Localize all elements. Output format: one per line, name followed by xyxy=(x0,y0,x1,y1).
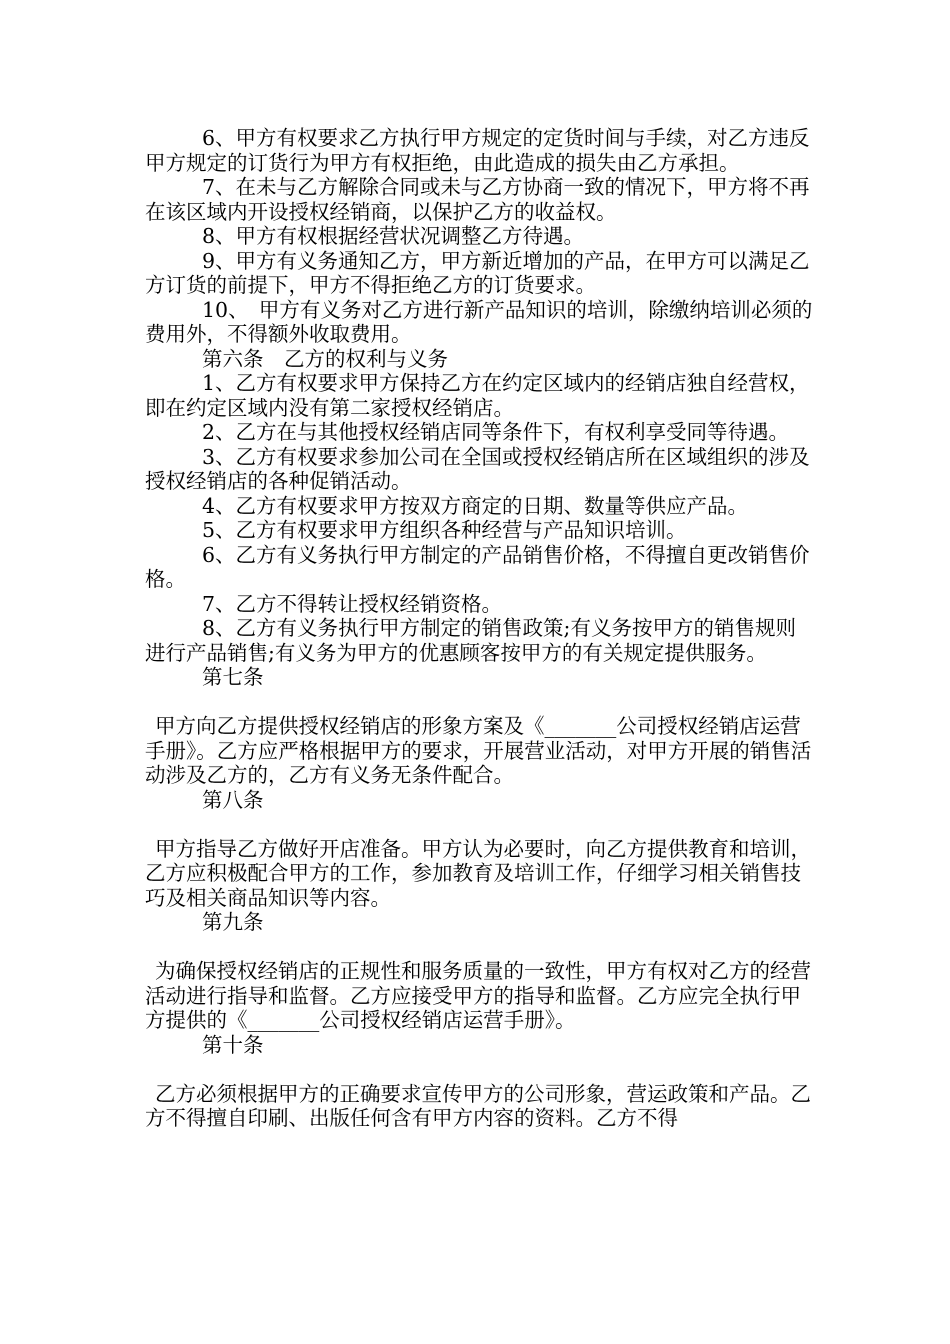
clause-paragraph: 5、乙方有权要求甲方组织各种经营与产品知识培训。 xyxy=(202,518,687,542)
article-6-heading: 第六条 乙方的权利与义务 xyxy=(202,346,448,371)
article-10-heading: 第十条 xyxy=(202,1032,264,1057)
article-8-heading: 第八条 xyxy=(202,787,264,812)
clause-paragraph: 4、乙方有权要求甲方按双方商定的日期、数量等供应产品。 xyxy=(202,493,749,518)
article-8-body: 甲方指导乙方做好开店准备。甲方认为必要时，向乙方提供教育和培训，乙方应积极配合甲方的工作，参加教育及培训工作，仔细学习相关销售技巧及相关商品知识等内容。 xyxy=(145,836,811,910)
article-7-body: 甲方向乙方提供授权经销店的形象方案及《_______公司授权经销店运营手册》。乙方应严格根据甲方的要求，开展营业活动，对甲方开展的销售活动涉及乙方的，乙方有义务无条件配合。 xyxy=(145,714,812,787)
spacer xyxy=(145,812,815,837)
spacer xyxy=(145,690,815,715)
clause-paragraph: 2、乙方在与其他授权经销店同等条件下，有权利享受同等待遇。 xyxy=(202,420,790,444)
clause-paragraph: 8、甲方有权根据经营状况调整乙方待遇。 xyxy=(202,224,585,248)
clause-paragraph: 7、乙方不得转让授权经销资格。 xyxy=(202,591,503,616)
clause-paragraph: 3、乙方有权要求参加公司在全国或授权经销店所在区域组织的涉及授权经销店的各种促销活动。 xyxy=(145,444,810,493)
article-9-heading: 第九条 xyxy=(202,910,264,934)
clause-paragraph: 9、甲方有义务通知乙方，甲方新近增加的产品，在甲方可以满足乙方订货的前提下，甲方不得拒绝乙方的订货要求。 xyxy=(145,248,810,297)
document-body xyxy=(145,126,815,1131)
article-7-heading: 第七条 xyxy=(202,665,264,689)
clause-paragraph: 7、在未与乙方解除合同或未与乙方协商一致的情况下，甲方将不再在该区域内开设授权经销商，以保护乙方的收益权。 xyxy=(145,175,810,224)
article-9-body: 为确保授权经销店的正规性和服务质量的一致性，甲方有权对乙方的经营活动进行指导和监督。乙方应接受甲方的指导和监督。乙方应完全执行甲方提供的《_______公司授权经销店运营手册》。 xyxy=(145,959,811,1032)
clause-paragraph: 10、 甲方有义务对乙方进行新产品知识的培训，除缴纳培训必须的费用外，不得额外收取费用。 xyxy=(145,297,813,346)
clause-paragraph: 6、甲方有权要求乙方执行甲方规定的定货时间与手续，对乙方违反甲方规定的订货行为甲方有权拒绝，由此造成的损失由乙方承担。 xyxy=(145,126,810,175)
clause-paragraph: 1、乙方有权要求甲方保持乙方在约定区域内的经销店独自经营权，即在约定区域内没有第二家授权经销店。 xyxy=(145,371,810,420)
clause-paragraph: 6、乙方有义务执行甲方制定的产品销售价格，不得擅自更改销售价格。 xyxy=(145,542,810,591)
spacer xyxy=(145,935,815,960)
clause-paragraph: 8、乙方有义务执行甲方制定的销售政策;有义务按甲方的销售规则进行产品销售;有义务为甲方的优惠顾客按甲方的有关规定提供服务。 xyxy=(145,616,796,665)
article-10-body: 乙方必须根据甲方的正确要求宣传甲方的公司形象，营运政策和产品。乙方不得擅自印刷、出版任何含有甲方内容的资料。乙方不得 xyxy=(145,1081,811,1130)
spacer xyxy=(145,1057,815,1082)
